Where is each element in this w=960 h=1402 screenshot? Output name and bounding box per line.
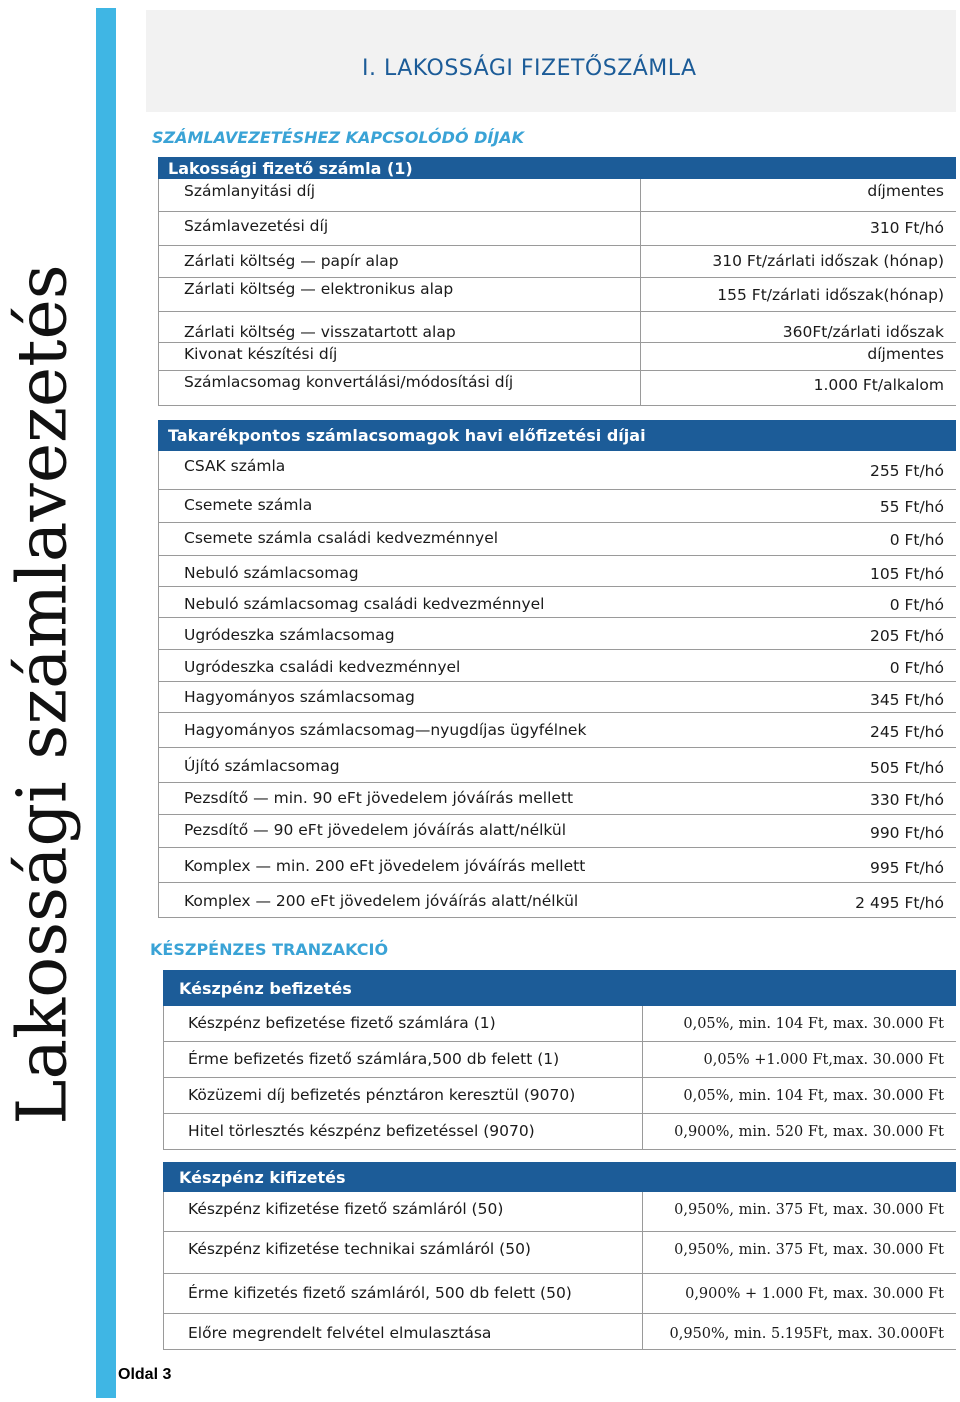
row-value: 205 Ft/hó [869,627,944,645]
table-row [158,748,956,783]
row-value: 105 Ft/hó [869,565,944,583]
table-row [158,523,956,556]
row-label: Ugródeszka számlacsomag [184,626,395,644]
table-row [158,848,956,883]
fees-group-header [158,157,956,179]
row-label: Nebuló számlacsomag családi kedvezménnyel [184,595,545,613]
row-value: 0 Ft/hó [889,596,944,614]
row-value: 330 Ft/hó [869,791,944,809]
table-left-border [163,1192,164,1350]
row-label: Újító számlacsomag [184,757,340,775]
row-label: Számlanyitási díj [184,182,316,200]
row-value: 310 Ft/zárlati időszak (hónap) [712,252,944,270]
row-label: Komplex — min. 200 eFt jövedelem jóváírás mellett [184,857,586,875]
row-label: Készpénz kifizetése technikai számláról (50) [188,1240,531,1258]
row-value: 0,950%, min. 5.195Ft, max. 30.000Ft [669,1326,944,1342]
row-value: 345 Ft/hó [869,691,944,709]
row-label: Kivonat készítési díj [184,345,338,363]
page-number: Oldal 3 [118,1366,172,1383]
row-label: Pezsdítő — min. 90 eFt jövedelem jóváírás mellett [184,789,574,807]
row-label: Zárlati költség — elektronikus alap [184,280,454,298]
table-row [163,1042,956,1078]
table-row [158,490,956,523]
row-value: 0,950%, min. 375 Ft, max. 30.000 Ft [674,1202,944,1218]
table-row [158,312,956,343]
row-value: 1.000 Ft/alkalom [813,376,944,394]
table-row [163,1232,956,1274]
row-label: Hagyományos számlacsomag—nyugdíjas ügyfélnek [184,721,587,739]
table-row [158,783,956,815]
row-value: 0,05%, min. 104 Ft, max. 30.000 Ft [683,1016,944,1032]
row-label: Komplex — 200 eFt jövedelem jóváírás alatt/nélkül [184,892,579,910]
sidebar-title-text: Lakossági számlavezetés [3,263,83,1125]
table-row [163,1114,956,1150]
table-row [158,618,956,650]
table-row [158,713,956,748]
row-value: 360Ft/zárlati időszak [782,323,944,341]
row-value: 0,900%, min. 520 Ft, max. 30.000 Ft [674,1124,944,1140]
fees-group-title: Lakossági fizető számla (1) [168,158,413,178]
table-row [158,371,956,406]
table-left-border [158,451,159,918]
cash-section-heading: KÉSZPÉNZES TRANZAKCIÓ [150,940,389,959]
table-row [163,1192,956,1232]
packages-group-title: Takarékpontos számlacsomagok havi előfizetési díjai [168,426,646,445]
fees-section-heading: SZÁMLAVEZETÉSHEZ KAPCSOLÓDÓ DÍJAK [152,128,525,147]
table-row [158,883,956,918]
table-row [158,815,956,848]
row-value: 0,950%, min. 375 Ft, max. 30.000 Ft [674,1242,944,1258]
row-label: Közüzemi díj befizetés pénztáron keresztül (9070) [188,1086,576,1104]
table-row [158,343,956,371]
row-value: 155 Ft/zárlati időszak(hónap) [717,286,944,304]
row-label: CSAK számla [184,457,286,475]
row-label: Pezsdítő — 90 eFt jövedelem jóváírás alatt/nélkül [184,821,567,839]
table-column-divider [642,1006,643,1150]
table-row [158,212,956,246]
table-row [158,650,956,682]
table-row [158,179,956,212]
table-row [158,278,956,312]
table-row [158,682,956,713]
row-value: 0 Ft/hó [889,531,944,549]
row-label: Zárlati költség — papír alap [184,252,399,270]
row-value: 505 Ft/hó [869,759,944,777]
table-row [163,1006,956,1042]
row-label: Számlavezetési díj [184,217,329,235]
page-title: I. LAKOSSÁGI FIZETŐSZÁMLA [362,56,697,81]
row-label: Hitel törlesztés készpénz befizetéssel (9070) [188,1122,535,1140]
table-column-divider [640,179,641,406]
deposit-group-title: Készpénz befizetés [179,978,352,998]
row-label: Csemete számla családi kedvezménnyel [184,529,499,547]
row-label: Számlacsomag konvertálási/módosítási díj [184,373,514,391]
row-value: 0 Ft/hó [889,659,944,677]
row-value: 990 Ft/hó [869,824,944,842]
table-column-divider [642,1192,643,1350]
withdrawal-group-title: Készpénz kifizetés [179,1167,346,1187]
row-value: 310 Ft/hó [869,219,944,237]
sidebar-accent-bar [96,8,116,1398]
deposit-group-header [163,970,956,1006]
table-row [163,1078,956,1114]
table-left-border [158,179,159,406]
table-left-border [163,1006,164,1150]
row-value: díjmentes [867,345,944,363]
row-value: 0,900% + 1.000 Ft, max. 30.000 Ft [685,1286,944,1302]
withdrawal-group-header [163,1162,956,1192]
row-label: Érme kifizetés fizető számláról, 500 db felett (50) [188,1284,572,1302]
row-label: Készpénz kifizetése fizető számláról (50) [188,1200,504,1218]
row-label: Zárlati költség — visszatartott alap [184,323,456,341]
row-value: 0,05% +1.000 Ft,max. 30.000 Ft [703,1052,944,1068]
row-value: 0,05%, min. 104 Ft, max. 30.000 Ft [683,1088,944,1104]
page-title-box [146,10,956,112]
row-label: Érme befizetés fizető számlára,500 db felett (1) [188,1050,560,1068]
row-value: 55 Ft/hó [879,498,944,516]
row-label: Csemete számla [184,496,313,514]
row-value: 245 Ft/hó [869,723,944,741]
row-label: Ugródeszka családi kedvezménnyel [184,658,461,676]
row-label: Hagyományos számlacsomag [184,688,415,706]
row-value: 2 495 Ft/hó [855,894,944,912]
table-row [158,556,956,587]
table-row [158,587,956,618]
table-row [158,451,956,490]
row-label: Előre megrendelt felvétel elmulasztása [188,1324,492,1342]
row-value: díjmentes [867,182,944,200]
table-row [158,246,956,278]
row-value: 255 Ft/hó [869,462,944,480]
table-row [163,1314,956,1350]
table-row [163,1274,956,1314]
sidebar-vertical-title [0,204,86,1184]
packages-group-header [158,420,956,451]
row-value: 995 Ft/hó [869,859,944,877]
row-label: Nebuló számlacsomag [184,564,359,582]
row-label: Készpénz befizetése fizető számlára (1) [188,1014,496,1032]
